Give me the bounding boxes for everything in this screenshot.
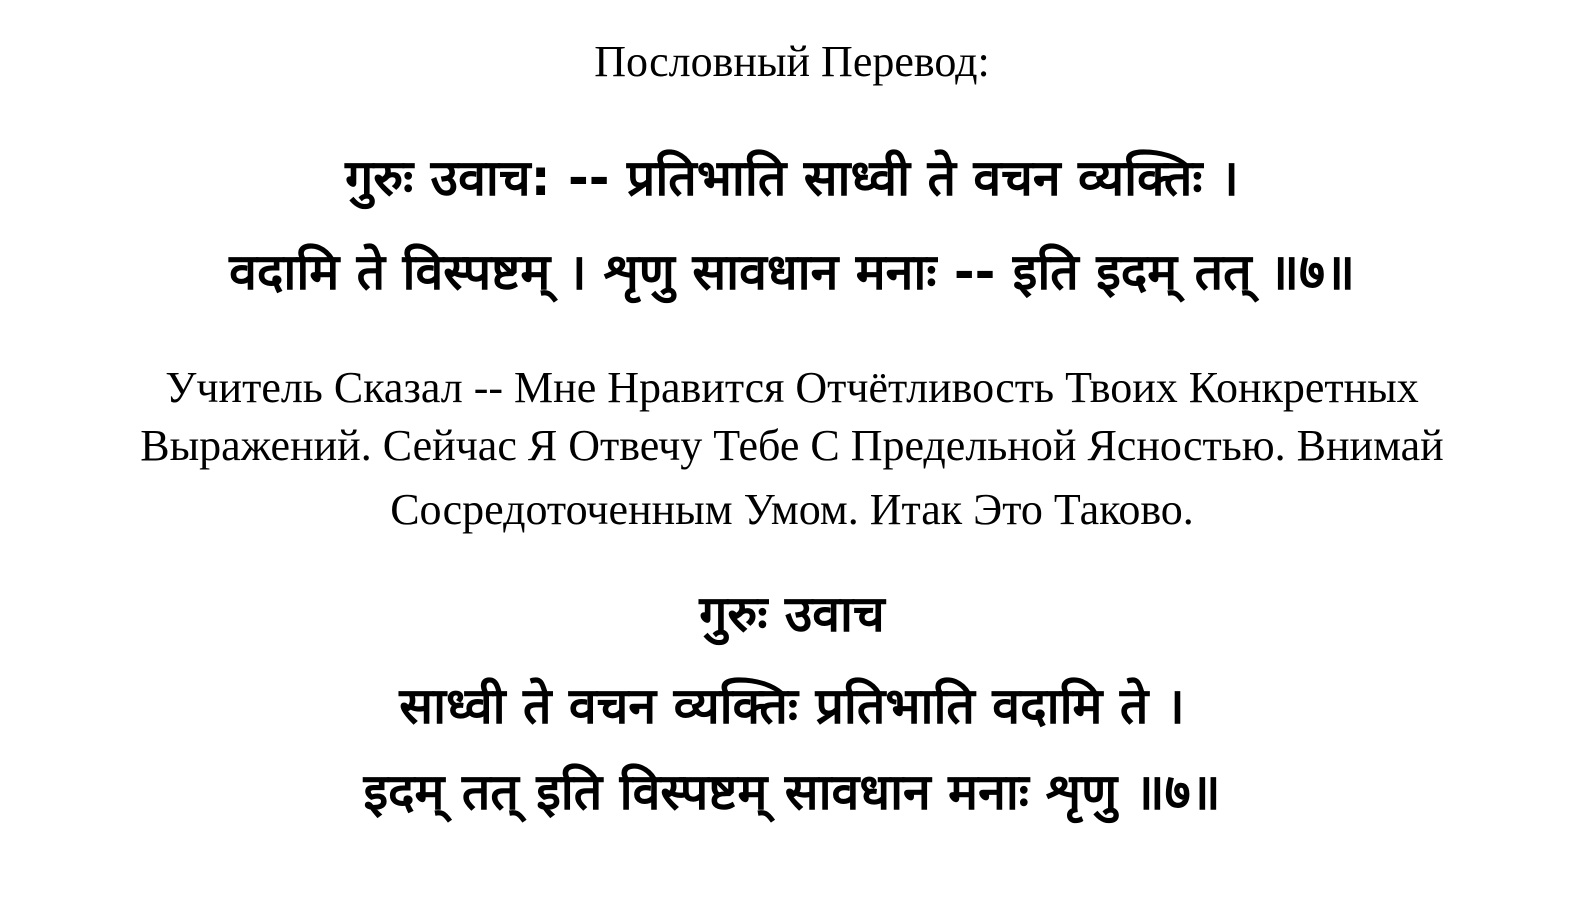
sanskrit-verse-line-2: साध्वी ते वचन व्यक्तिः प्रतिभाति वदामि ते । xyxy=(399,677,1185,735)
sanskrit-word-order-line-2: वदामि ते विस्पष्टम् । शृणु सावधान मनाः -- इति इदम् तत् ॥७॥ xyxy=(229,243,1355,301)
sanskrit-verse-line-3: इदम् तत् इति विस्पष्टम् सावधान मनाः शृणु ॥७॥ xyxy=(363,763,1221,821)
sanskrit-verse-line-1: गुरुः उवाच xyxy=(699,585,885,643)
page-title: Пословный Перевод: xyxy=(594,37,990,86)
translation-line-3: Сосредоточенным Умом. Итак Это Таково. xyxy=(390,485,1194,534)
translation-line-1: Учитель Сказал -- Мне Нравится Отчётливость Твоих Конкретных xyxy=(165,363,1419,412)
translation-line-2: Выражений. Сейчас Я Отвечу Тебе С Предельной Ясностью. Внимай xyxy=(140,421,1444,470)
sanskrit-word-order-line-1: गुरुः उवाच: -- प्रतिभाति साध्वी ते वचन व्यक्तिः । xyxy=(345,149,1239,207)
